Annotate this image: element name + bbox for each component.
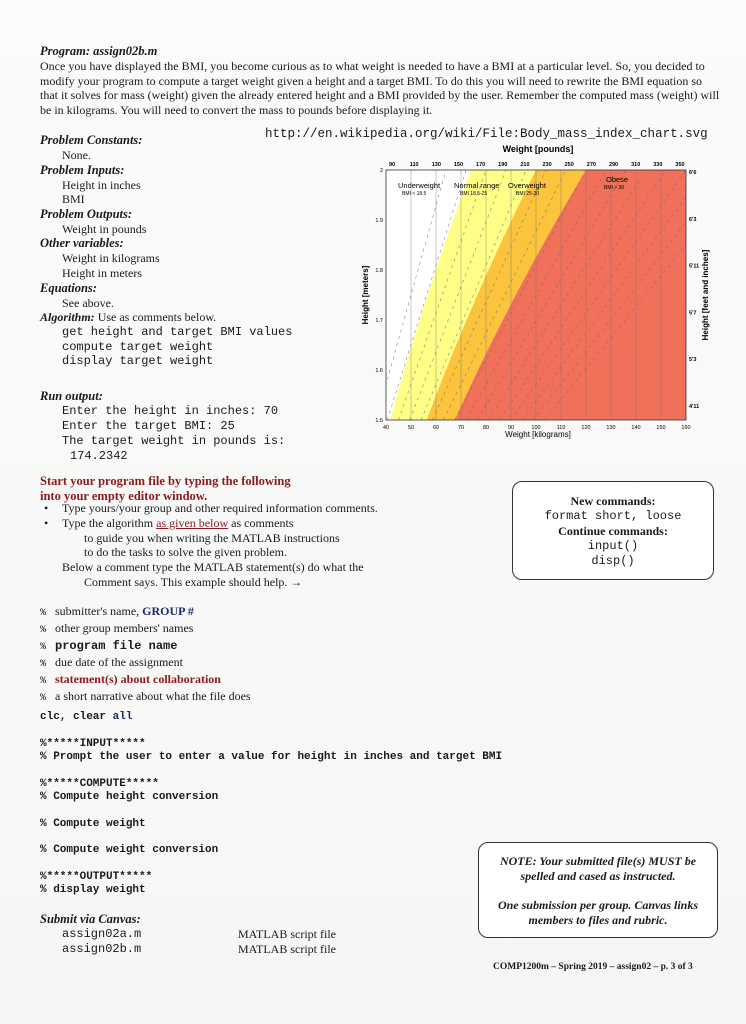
constants-label: Problem Constants: — [40, 133, 143, 147]
lb-tick-label: 210 — [520, 162, 530, 168]
program-title: Program: assign02b.m — [40, 44, 158, 58]
note-line: One submission per group. Canvas links — [497, 898, 699, 912]
kg-tick-label: 90 — [507, 425, 515, 431]
legend-underweight: Underweight — [398, 181, 441, 190]
algorithm-step: compute target weight — [62, 339, 214, 354]
meter-tick-label: 1.6 — [375, 368, 383, 374]
continue-command-line: disp() — [591, 554, 635, 568]
meter-tick-label: 1.9 — [375, 218, 383, 224]
other-variables-label: Other variables: — [40, 236, 124, 251]
submit-file-row — [40, 927, 360, 942]
chart-ylabel-left: Height [meters] — [361, 265, 370, 325]
lb-tick-label: 130 — [431, 162, 441, 168]
comment-mark: % — [40, 625, 47, 636]
feet-tick-label: 5'11 — [689, 263, 700, 270]
run-output-result: 174.2342 — [70, 448, 128, 463]
algorithm-note: Use as comments below. — [97, 310, 217, 325]
kg-tick-label: 150 — [656, 425, 666, 431]
bullet-continuation: to do the tasks to solve the given problem. — [84, 545, 287, 560]
lb-tick-label: 90 — [388, 162, 396, 168]
submit-file-row — [40, 942, 360, 957]
feet-tick-label: 5'7 — [689, 310, 697, 317]
lb-tick-label: 270 — [586, 162, 596, 168]
comment-mark: % — [40, 693, 47, 704]
kg-tick-label: 70 — [457, 425, 465, 431]
kg-tick-label: 50 — [407, 425, 415, 431]
algorithm-label: Algorithm: — [40, 310, 95, 325]
lb-tick-label: 310 — [631, 162, 641, 168]
code-display-weight: % display weight — [40, 884, 146, 896]
submit-label: Submit via Canvas: — [40, 912, 141, 926]
run-output-label: Run output: — [40, 389, 103, 404]
kg-tick-label: 120 — [581, 425, 591, 431]
comment-line — [40, 689, 251, 706]
meter-tick-label: 2 — [379, 168, 383, 174]
lb-tick-label: 110 — [409, 162, 419, 168]
bmi-chart — [358, 142, 718, 442]
meter-tick-labels — [375, 168, 383, 424]
lb-tick-label: 190 — [498, 162, 508, 168]
legend-normal-range: BMI 18.5-25 — [460, 191, 488, 197]
lb-tick-label: 150 — [453, 162, 464, 168]
meter-tick-label: 1.8 — [375, 268, 383, 274]
chart-url: http://en.wikipedia.org/wiki/File:Body_mass_index_chart.svg — [265, 127, 708, 141]
page-footer: COMP1200m – Spring 2019 – assign02 – p. 3 of 3 — [493, 962, 693, 972]
feet-tick-label: 6'3 — [689, 216, 697, 223]
kg-tick-label: 60 — [432, 425, 440, 431]
bullet-text: Type the algorithm — [62, 515, 157, 530]
kg-tick-label: 110 — [556, 425, 566, 431]
kg-tick-label: 140 — [631, 425, 641, 431]
bullet-item — [40, 516, 480, 531]
lb-tick-label: 290 — [608, 162, 619, 168]
equations-label: Equations: — [40, 280, 97, 295]
feet-tick-label: 5'3 — [689, 357, 697, 364]
lb-tick-label: 250 — [564, 162, 574, 168]
bullet-item: • Type yours/your group and other required information comments. — [40, 501, 480, 516]
algorithm-step: get height and target BMI values — [62, 324, 293, 339]
below-instruction: Below a comment type the MATLAB statement(s) do what the — [62, 560, 364, 575]
code-clc — [40, 711, 132, 723]
bullet-continuation: to guide you when writing the MATLAB instructions — [84, 530, 340, 545]
comment-text: a short narrative about what the file does — [55, 689, 251, 703]
new-command-line: format short, loose — [544, 509, 682, 523]
feet-tick-label: 4'11 — [689, 404, 700, 410]
code-text: clc, clear — [40, 711, 113, 723]
comment-line — [40, 638, 251, 655]
submit-section — [40, 912, 360, 957]
comment-mark: % — [40, 659, 47, 670]
note-line: members to files and rubric. — [528, 913, 668, 927]
bullet-text: as comments — [228, 515, 294, 530]
kg-tick-label: 40 — [382, 425, 390, 431]
algorithm-step: display target weight — [62, 354, 214, 369]
legend-obese: Obese — [606, 175, 629, 184]
code-compute-height: % Compute height conversion — [40, 791, 219, 803]
note-line: NOTE: Your submitted file(s) MUST be — [499, 854, 697, 868]
comment-line — [40, 672, 251, 689]
output-item: Weight in pounds — [62, 221, 147, 236]
lb-tick-labels — [389, 162, 685, 168]
start-heading-line: Start your program file by typing the following — [40, 474, 291, 488]
file-name: assign02a.m — [62, 927, 142, 941]
inputs-label: Problem Inputs: — [40, 162, 125, 177]
lb-tick-label: 170 — [476, 162, 486, 168]
comment-text: statement(s) about collaboration — [55, 672, 221, 686]
note-line: spelled and cased as instructed. — [520, 869, 676, 883]
note-box — [478, 842, 718, 938]
kg-tick-label: 100 — [531, 425, 541, 431]
comment-text: submitter's name, — [55, 604, 143, 618]
algorithm-link[interactable]: as given below — [156, 515, 229, 530]
comment-text: other group members' names — [55, 621, 194, 635]
code-compute-header: %*****COMPUTE***** — [40, 778, 159, 790]
other-variable-item: Weight in kilograms — [62, 251, 160, 266]
run-output-line: Enter the target BMI: 25 — [62, 418, 235, 433]
continue-commands-title: Continue commands: — [558, 524, 668, 538]
group-label: GROUP # — [142, 604, 194, 618]
file-name: assign02b.m — [62, 942, 142, 956]
below-instruction: Comment says. This example should help. → — [84, 574, 303, 589]
code-compute-weight-conversion: % Compute weight conversion — [40, 844, 219, 856]
chart-title: Weight [pounds] — [502, 144, 574, 154]
code-input-header: %*****INPUT***** — [40, 738, 146, 750]
new-commands-box — [512, 481, 714, 580]
new-commands-title: New commands: — [570, 494, 656, 508]
comment-line — [40, 604, 251, 621]
file-type: MATLAB script file — [238, 927, 336, 941]
lb-tick-label: 350 — [675, 162, 685, 168]
legend-underweight-range: BMI < 18.5 — [402, 191, 427, 197]
problem-spec — [40, 133, 340, 463]
constant-item: None. — [62, 148, 91, 162]
outputs-label: Problem Outputs: — [40, 206, 133, 221]
legend-overweight-range: BMI 25-30 — [516, 191, 540, 197]
code-output-header: %*****OUTPUT***** — [40, 871, 153, 883]
legend-overweight: Overweight — [508, 181, 546, 190]
algorithm-line — [40, 310, 340, 325]
lb-tick-label: 230 — [542, 162, 552, 168]
other-variable-item: Height in meters — [62, 265, 142, 280]
feet-tick-labels — [689, 170, 699, 410]
code-prompt-comment: % Prompt the user to enter a value for height in inches and target BMI — [40, 751, 503, 763]
chart-ylabel-right: Height [feet and inches] — [701, 249, 710, 341]
run-output-line: The target weight in pounds is: — [62, 433, 286, 448]
kg-tick-label: 80 — [482, 425, 490, 431]
kg-tick-label: 160 — [681, 425, 691, 431]
continue-command-line: input() — [587, 539, 639, 553]
lb-tick-label: 330 — [653, 162, 663, 168]
meter-tick-label: 1.5 — [375, 418, 383, 424]
kg-tick-label: 130 — [606, 425, 616, 431]
legend-obese-range: BMI > 30 — [604, 185, 625, 191]
comment-text: program file name — [55, 639, 178, 653]
start-heading — [40, 474, 291, 503]
code-keyword: all — [112, 711, 133, 723]
comment-line — [40, 655, 251, 672]
feet-tick-label: 6'6 — [689, 170, 697, 176]
start-heading-line: into your empty editor window. — [40, 488, 208, 503]
input-item: BMI — [62, 192, 85, 207]
comment-text: due date of the assignment — [55, 655, 183, 669]
comment-line — [40, 621, 251, 638]
equations-item: See above. — [62, 295, 114, 310]
input-item: Height in inches — [62, 177, 141, 192]
comment-template — [40, 604, 251, 706]
comment-mark: % — [40, 608, 47, 619]
comment-mark: % — [40, 642, 47, 653]
file-type: MATLAB script file — [238, 942, 336, 956]
chart-xlabel: Weight [kilograms] — [505, 430, 571, 439]
run-output-line: Enter the height in inches: 70 — [62, 404, 279, 419]
code-compute-weight: % Compute weight — [40, 818, 146, 830]
intro-paragraph: Once you have displayed the BMI, you become curious as to what weight is needed to have a BMI at a particular level. So, you decided to modify your program to compute a target weight given a height and a target BMI. To do this you will need to rewrite the BMI equation so that it solves for mass (weight) given the already entered height and a BMI provided by the user. Remember the computed mass (weight) will be in kilograms. You will need to convert the mass to pounds before displaying it. — [40, 59, 720, 117]
meter-tick-label: 1.7 — [375, 318, 383, 324]
instruction-bullets — [40, 501, 480, 590]
comment-mark: % — [40, 676, 47, 687]
legend-normal: Normal range — [454, 181, 500, 190]
